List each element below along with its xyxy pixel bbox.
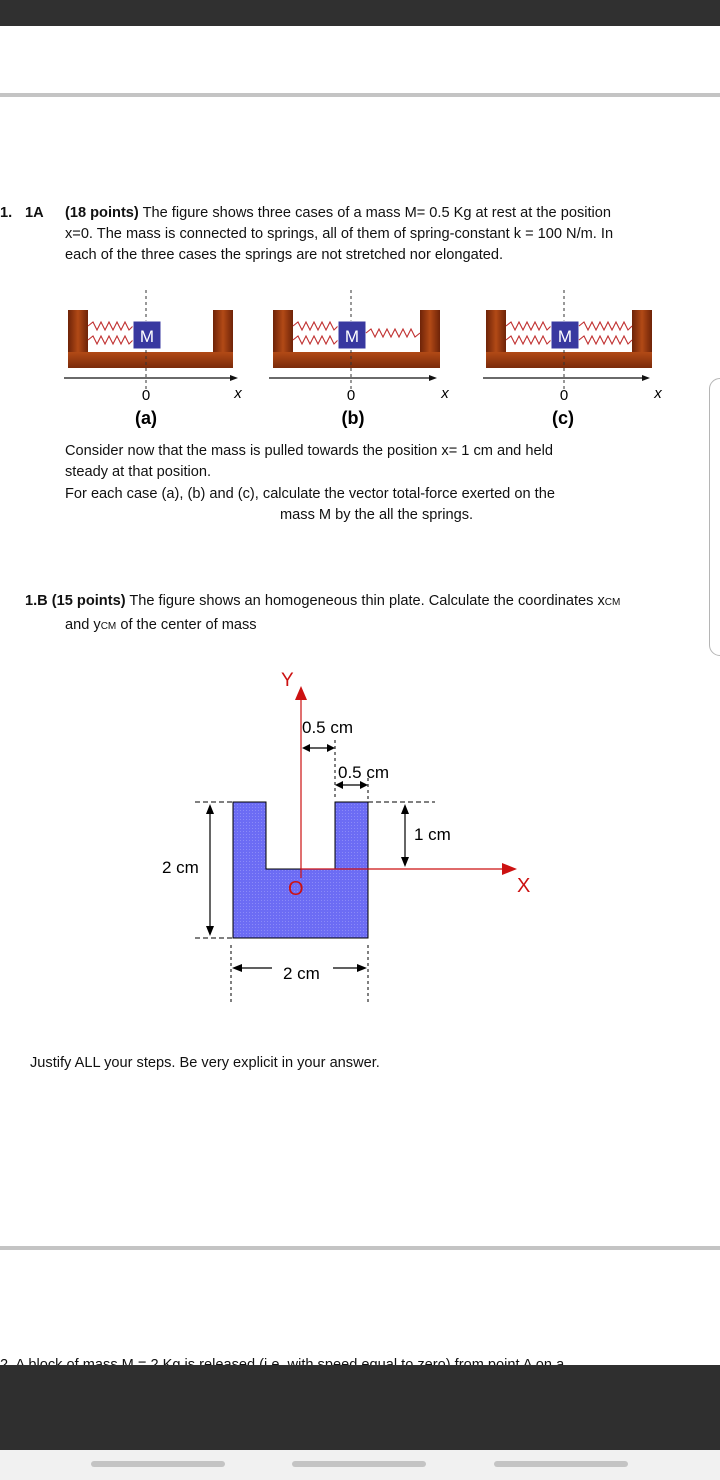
dim-top-gap-label: 0.5 cm [302, 718, 354, 737]
text-1b-and: and y [65, 617, 101, 633]
spring-diagrams [60, 288, 680, 430]
dim-height-arrow-bottom [206, 926, 214, 936]
question-1b-label: 1.B [25, 593, 48, 609]
mass-label-a: M [139, 327, 155, 346]
question-1b-line2 [65, 615, 257, 637]
spring-upper-left-b [293, 322, 338, 330]
question-1a-line3: each of the three cases the springs are not stretched nor elongated. [65, 247, 504, 263]
y-axis-arrow [295, 686, 307, 700]
zero-label-a: 0 [141, 387, 151, 404]
spring-right-b [366, 329, 420, 337]
dim-top-gap-arrow-left [302, 744, 310, 752]
x-axis-arrow-c [642, 375, 650, 381]
each-case-line1: For each case (a), (b) and (c), calculate the vector total-force exerted on the [65, 486, 555, 502]
side-scroll-tab[interactable] [709, 378, 720, 656]
each-case-line2: mass M by the all the springs. [280, 507, 474, 523]
xcm-subscript: CM [604, 597, 621, 608]
dim-step-arrow-top [401, 804, 409, 814]
question-1a-line1 [65, 203, 611, 224]
x-axis-label: X [517, 875, 531, 897]
dim-notch-arrow-left [335, 781, 343, 789]
top-divider [0, 93, 720, 97]
spring-lower-a [88, 336, 133, 344]
spring-case-a [64, 290, 242, 428]
ycm-subscript: CM [100, 621, 117, 632]
dim-top-gap-arrow-right [327, 744, 335, 752]
top-status-bar [0, 0, 720, 26]
nav-pill-left[interactable] [91, 1461, 225, 1467]
plate-diagram [150, 660, 550, 1010]
case-label-b: (b) [341, 408, 365, 428]
spring-lower-left-b [293, 336, 338, 344]
consider-line2: steady at that position. [65, 464, 212, 480]
x-axis-arrow-b [429, 375, 437, 381]
floor-c [486, 352, 652, 368]
question-1a-label: 1A [25, 205, 44, 221]
nav-pill-center[interactable] [292, 1461, 426, 1467]
dim-notch-arrow-right [360, 781, 368, 789]
y-axis-label: Y [281, 670, 294, 691]
dim-width-arrow-right [357, 964, 367, 972]
text-1b-rest: of the center of mass [120, 617, 257, 633]
spring-lower-left-c [506, 336, 551, 344]
text-1a-line1: The figure shows three cases of a mass M= 0.5 Kg at rest at the position [142, 205, 612, 221]
dim-step-arrow-bottom [401, 857, 409, 867]
dim-notch-label: 0.5 cm [338, 763, 390, 782]
dim-height-arrow-top [206, 804, 214, 814]
points-1b: (15 points) [51, 593, 126, 609]
spring-case-b [269, 290, 449, 428]
question-number: 1. [0, 205, 13, 221]
spring-lower-right-c [579, 336, 632, 344]
x-label-b: x [441, 385, 449, 402]
consider-line1: Consider now that the mass is pulled towards the position x= 1 cm and held [65, 443, 553, 459]
mass-label-b: M [344, 327, 360, 346]
origin-label: O [288, 878, 304, 900]
case-label-a: (a) [135, 408, 157, 428]
nav-pill-right[interactable] [494, 1461, 628, 1467]
bottom-bar [0, 1365, 720, 1450]
spring-upper-right-c [579, 322, 632, 330]
bottom-divider [0, 1246, 720, 1250]
x-axis-arrow-a [230, 375, 238, 381]
mass-label-c: M [557, 327, 573, 346]
zero-label-b: 0 [346, 387, 356, 404]
dim-width-arrow-left [232, 964, 242, 972]
justify-instruction: Justify ALL your steps. Be very explicit in your answer. [30, 1055, 380, 1071]
spring-upper-left-c [506, 322, 551, 330]
dim-step-label: 1 cm [414, 825, 451, 844]
dim-width-label: 2 cm [283, 964, 320, 983]
question-1b-line1 [25, 591, 620, 613]
floor-a [68, 352, 233, 368]
x-axis-arrow [502, 863, 517, 875]
x-label-a: x [234, 385, 242, 402]
points-1a: (18 points) [65, 205, 139, 221]
dim-height-label: 2 cm [162, 858, 199, 877]
question-1a-line2: x=0. The mass is connected to springs, all of them of spring-constant k = 100 N/m. In [65, 226, 614, 242]
x-label-c: x [654, 385, 662, 402]
spring-upper-a [88, 322, 133, 330]
case-label-c: (c) [552, 408, 574, 428]
floor-b [273, 352, 440, 368]
text-1b-line1: The figure shows an homogeneous thin plate. Calculate the coordinates x [129, 593, 605, 609]
spring-case-c [483, 290, 662, 428]
zero-label-c: 0 [559, 387, 569, 404]
